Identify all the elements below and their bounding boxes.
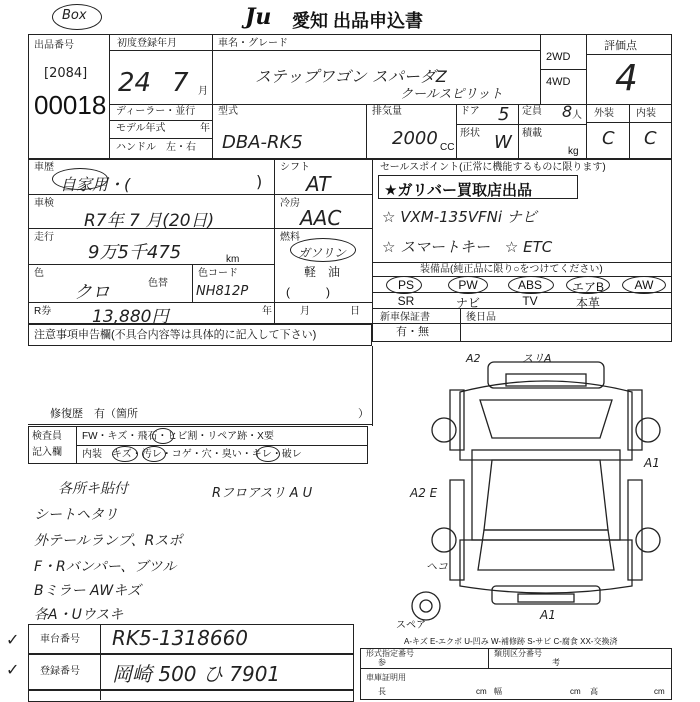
equipment-label: 装備品(純正品に限り○をつけてください) xyxy=(420,264,603,275)
model-label: 車名・グレード xyxy=(218,38,288,49)
damage-rear-left: ヘコ xyxy=(426,560,448,573)
equipment-item: エアB xyxy=(571,280,604,294)
repair-label: 修復歴 有（箇所 xyxy=(50,408,138,420)
shape-value: W xyxy=(494,132,512,153)
fuel-label: 燃料 xyxy=(280,232,300,243)
remark-line: シートヘタリ xyxy=(34,507,118,523)
registration-month-unit: 月 xyxy=(198,86,208,97)
drive-2wd: 2WD xyxy=(546,51,571,63)
chassis-value: RK5-1318660 xyxy=(112,626,249,650)
displacement-cc: CC xyxy=(440,142,455,153)
mileage-value: 9万5千475 xyxy=(88,242,182,263)
history-label: 車歴 xyxy=(34,162,54,173)
exterior-label: 外装 xyxy=(594,108,614,119)
inspector-label-2: 記入欄 xyxy=(32,447,62,458)
model-grade: クールスピリット xyxy=(400,87,503,102)
sales-point-label: セールスポイント(正常に機能するものに限ります) xyxy=(380,162,606,173)
damage-right-side: A1 xyxy=(644,456,660,470)
chassis-label: 車台番号 xyxy=(40,634,80,645)
equip-pw-circle xyxy=(448,276,488,294)
shift-value: AT xyxy=(306,172,331,196)
recycle-value: 13,880円 xyxy=(92,307,169,327)
car-damage-diagram xyxy=(400,350,680,630)
repair-close: ） xyxy=(358,408,369,420)
history-value: 自家用・( xyxy=(60,175,131,194)
drive-4wd: 4WD xyxy=(546,76,571,88)
dealer-label: ディーラー・並行 xyxy=(116,106,196,117)
registration-year: 24 xyxy=(118,68,152,98)
capacity-value: 8 xyxy=(562,102,573,121)
color-label: 色 xyxy=(34,268,44,279)
box-note-circle xyxy=(52,4,102,30)
equip-ps-circle xyxy=(386,276,422,294)
sales-point-line1: ☆ VXM-135VFNi ナビ xyxy=(382,208,537,226)
model-year-label: モデル年式 xyxy=(116,123,166,134)
color-change-label: 色替 xyxy=(148,278,168,289)
load-unit: kg xyxy=(568,146,579,157)
remark-line: F・Rバンパー、ブツル xyxy=(34,559,177,575)
category-label: 類別区分番号 xyxy=(494,649,542,658)
sales-point-line2: ☆ スマートキー ☆ ETC xyxy=(382,238,553,256)
inspector-row-1: FW・キズ・飛石・ヒビ割・リペア跡・X要 xyxy=(82,431,274,442)
damage-rear-bottom: A1 xyxy=(540,608,556,622)
fuel-gasoline: ガソリン xyxy=(298,246,347,260)
date-year: 年 xyxy=(262,306,272,317)
fuel-diesel: 軽 油 xyxy=(304,265,341,279)
damage-front-left: A2 xyxy=(466,352,481,365)
equipment-item: TV xyxy=(522,294,538,308)
dim-width-cm: cm xyxy=(570,687,581,696)
sales-point-banner: ★ガリバー買取店出品 xyxy=(384,182,532,199)
score-label: 評価点 xyxy=(604,40,637,52)
mileage-unit: km xyxy=(226,254,240,265)
cert-label: 車庫証明用 xyxy=(366,673,406,682)
remark-line: Bミラー AWキズ xyxy=(34,583,141,599)
inspection-label: 車検 xyxy=(34,198,54,209)
designation-label: 形式指定番号 xyxy=(366,649,414,658)
handle-label: ハンドル 左・右 xyxy=(116,142,196,153)
ac-label: 冷房 xyxy=(280,198,300,209)
plate-check: ✓ xyxy=(6,660,20,679)
equip-airb-circle xyxy=(566,276,610,294)
notes-header: 注意事項申告欄(不具合内容等は具体的に記入して下さい) xyxy=(34,329,317,341)
date-month: 月 xyxy=(300,306,310,317)
registration-label: 初度登録年月 xyxy=(117,38,177,49)
recycle-label: R券 xyxy=(34,306,52,317)
shift-label: シフト xyxy=(280,162,310,173)
chassis-check: ✓ xyxy=(6,630,20,649)
lot-number: 00018 xyxy=(34,90,107,120)
category-ref: 考 xyxy=(552,658,560,667)
remark-side: Rフロアスリ A U xyxy=(212,486,313,501)
remark-line: 各A・Uウスキ xyxy=(34,607,124,623)
lot-bracket-number: [2084] xyxy=(44,66,88,81)
registration-month: 7 xyxy=(172,68,189,98)
remark-line: 各所キ貼付 xyxy=(58,481,128,497)
equipment-item: ABS xyxy=(517,278,542,292)
box-note: Box xyxy=(62,8,87,23)
lot-label: 出品番号 xyxy=(34,40,74,51)
model-name: ステップワゴン スパーダZ xyxy=(255,67,447,86)
equip-abs-circle xyxy=(508,276,554,294)
dim-height: 高 xyxy=(590,687,598,696)
warranty-value: 有・無 xyxy=(396,326,429,338)
plate-label: 登録番号 xyxy=(40,666,80,677)
rear-seat-label: 後日品 xyxy=(466,312,496,323)
ac-value: AAC xyxy=(300,206,342,230)
interior-label: 内装 xyxy=(636,108,656,119)
equipment-item: ナビ xyxy=(455,296,480,310)
door-count: 5 xyxy=(498,104,510,125)
score-value: 4 xyxy=(615,58,638,99)
history-close: ) xyxy=(256,172,263,191)
remark-line: 外テールランプ、Rスポ xyxy=(34,533,183,549)
door-label: ドア xyxy=(460,106,480,117)
equipment-item: 本革 xyxy=(575,296,600,310)
inspector-label-1: 検査員 xyxy=(32,431,62,442)
damage-front-right: スリA xyxy=(522,352,552,365)
color-code-label: 色コード xyxy=(198,268,238,279)
interior-score: C xyxy=(644,128,657,149)
color-value: クロ xyxy=(74,282,110,303)
load-label: 積載 xyxy=(522,128,542,139)
type-label: 型式 xyxy=(218,106,238,117)
equipment-item: PW xyxy=(458,278,478,292)
dim-width: 幅 xyxy=(494,687,502,696)
inspector-row-2: 内装 キズ・汚レ・コゲ・穴・臭い・キレ・破レ xyxy=(82,449,302,460)
fuel-paren: ( ) xyxy=(286,285,330,299)
vehicle-type: DBA-RK5 xyxy=(222,132,303,153)
designation-ref: 参 xyxy=(378,658,386,667)
capacity-label: 定員 xyxy=(522,106,542,117)
equipment-item: AW xyxy=(634,278,654,292)
dim-length-cm: cm xyxy=(476,687,487,696)
equipment-item: SR xyxy=(397,294,415,308)
date-day: 日 xyxy=(350,306,360,317)
damage-legend: A-キズ E-エクボ U-凹み W-補修跡 S-サビ C-腐食 XX-交換済 xyxy=(404,637,618,646)
plate-value: 岡崎 500 ひ 7901 xyxy=(112,662,281,686)
warranty-label: 新車保証書 xyxy=(380,312,430,323)
inspection-value: R7年 7 月(20日) xyxy=(84,211,215,231)
capacity-unit: 人 xyxy=(572,110,582,121)
dim-length: 長 xyxy=(378,687,386,696)
page-title: 愛知 出品申込書 xyxy=(292,11,424,31)
displacement-value: 2000 xyxy=(392,128,438,149)
warranty-frame xyxy=(372,308,672,342)
displacement-label: 排気量 xyxy=(372,106,402,117)
exterior-score: C xyxy=(602,128,615,149)
dim-height-cm: cm xyxy=(654,687,665,696)
model-year-unit: 年 xyxy=(200,123,210,134)
spare-label: スペア xyxy=(396,620,426,631)
ju-logo: Ju xyxy=(245,4,272,30)
shape-label: 形状 xyxy=(460,128,480,139)
mileage-label: 走行 xyxy=(34,232,54,243)
color-code: NH812P xyxy=(196,284,249,299)
equip-aw-circle xyxy=(622,276,666,294)
damage-left-side: A2 E xyxy=(410,486,438,500)
equipment-item: PS xyxy=(397,278,414,292)
